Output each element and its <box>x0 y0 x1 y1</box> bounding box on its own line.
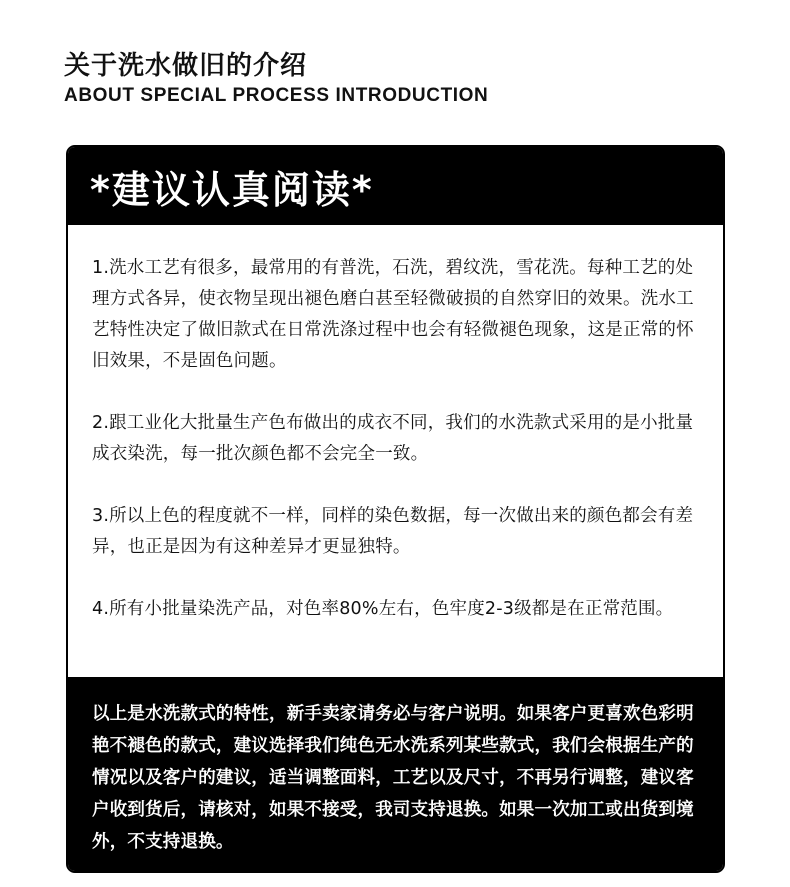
notice-body <box>68 225 723 625</box>
notice-paragraph-2: 2.跟工业化大批量生产色布做出的成衣不同，我们的水洗款式采用的是小批量成衣染洗，每一批次颜色都不会完全一致。 <box>92 413 694 464</box>
notice-paragraph-4: 4.所有小批量染洗产品，对色率80%左右，色牢度2-3级都是在正常范围。 <box>92 599 674 619</box>
notice-footer: 以上是水洗款式的特性，新手卖家请务必与客户说明。如果客户更喜欢色彩明艳不褪色的款式，建议选择我们纯色无水洗系列某些款式，我们会根据生产的情况以及客户的建议，适当调整面料，工艺以及尺寸，不再另行调整，建议客户收到货后，请核对，如果不接受，我司支持退换。如果一次加工或出货到境外，不支持退换。 <box>68 677 723 871</box>
notice-paragraph-1: 1.洗水工艺有很多，最常用的有普洗，石洗，碧纹洗，雪花洗。每种工艺的处理方式各异，使衣物呈现出褪色磨白甚至轻微破损的自然穿旧的效果。洗水工艺特性决定了做旧款式在日常洗涤过程中也会有轻微褪色现象，这是正常的怀旧效果，不是固色问题。 <box>92 258 694 371</box>
page-header <box>64 48 488 108</box>
notice-card <box>66 145 725 873</box>
page-title: 关于洗水做旧的介绍 <box>64 51 308 81</box>
notice-paragraph-3: 3.所以上色的程度就不一样，同样的染色数据，每一次做出来的颜色都会有差异，也正是因为有这种差异才更显独特。 <box>92 506 694 557</box>
notice-heading: *建议认真阅读* <box>68 147 723 225</box>
page-subtitle: ABOUT SPECIAL PROCESS INTRODUCTION <box>64 85 489 106</box>
